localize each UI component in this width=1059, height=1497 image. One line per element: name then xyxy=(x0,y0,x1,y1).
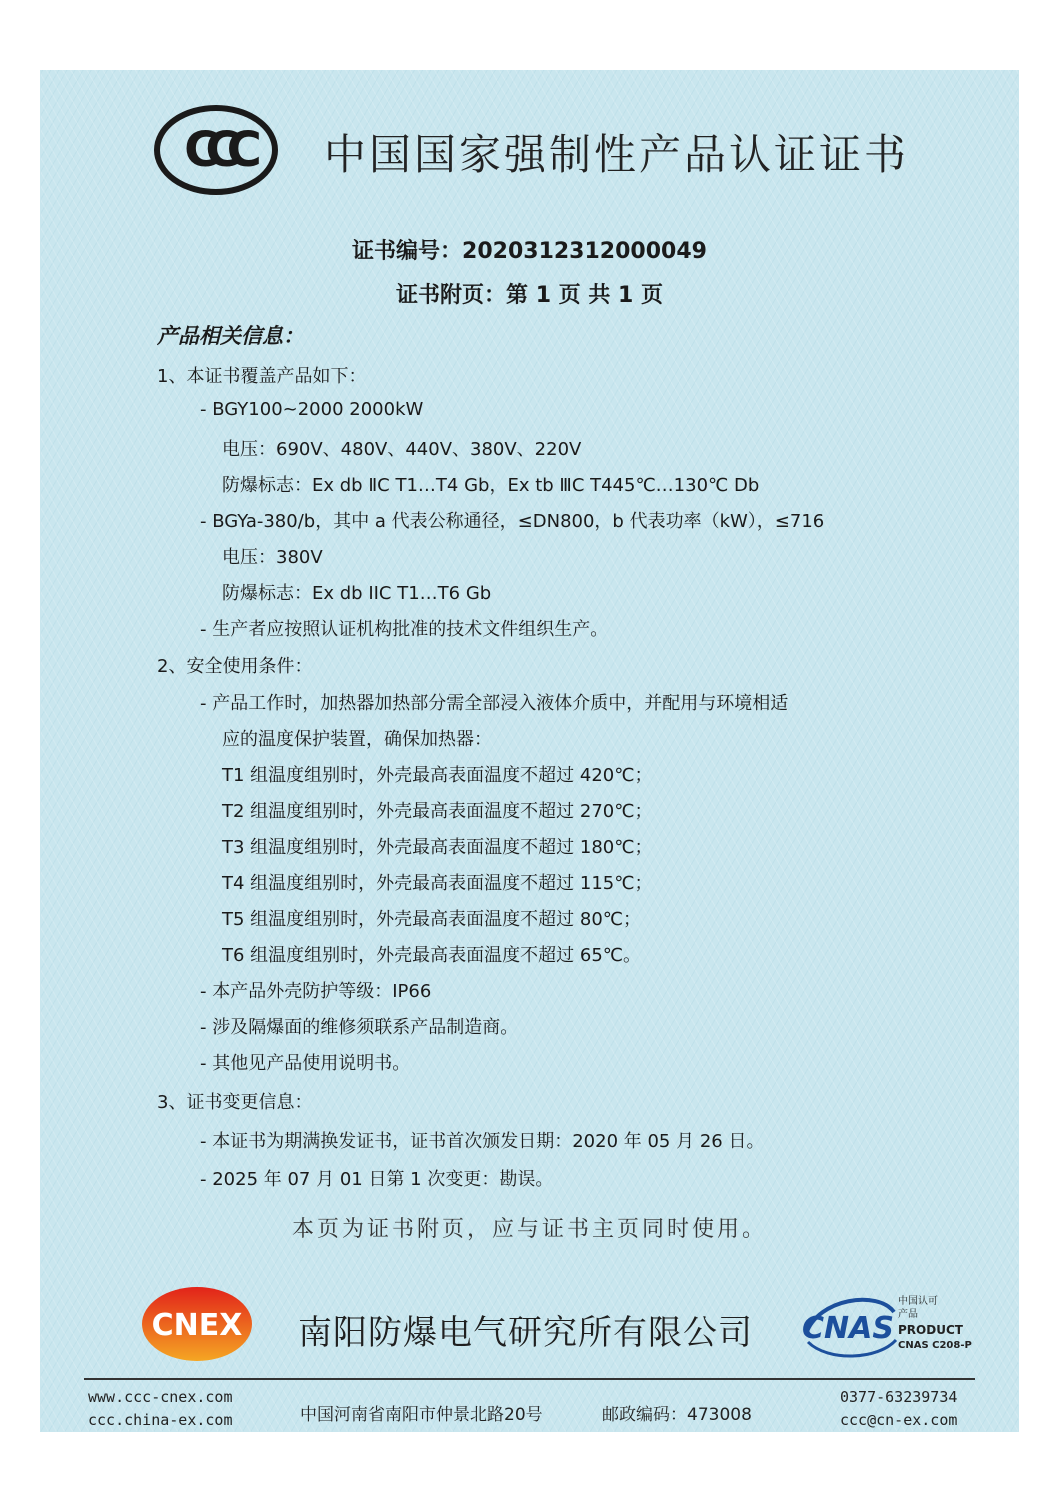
certificate-sheet xyxy=(40,70,1019,1432)
cnas-code-label: CNAS C208-P xyxy=(898,1340,972,1351)
footer-website-1: www.ccc-cnex.com xyxy=(88,1388,233,1406)
footer-address: 中国河南省南阳市仲景北路20号 xyxy=(300,1405,543,1425)
text-line: - 产品工作时，加热器加热部分需全部浸入液体介质中，并配用与环境相适 xyxy=(200,693,789,714)
footer-divider xyxy=(84,1378,975,1380)
text-line: T4 组温度组别时，外壳最高表面温度不超过 115℃； xyxy=(222,873,653,894)
text-line: 电压：690V、480V、440V、380V、220V xyxy=(222,439,582,460)
section-heading: 产品相关信息： xyxy=(157,324,304,348)
text-line: - BGY100~2000 2000kW xyxy=(200,399,424,420)
cnex-logo-text: CNEX xyxy=(151,1308,243,1343)
text-line: 电压：380V xyxy=(222,547,323,568)
text-line: T2 组温度组别时，外壳最高表面温度不超过 270℃； xyxy=(222,801,653,822)
cnas-product-label: PRODUCT xyxy=(898,1323,963,1337)
ccc-logo-icon xyxy=(153,104,279,196)
cnas-cn-label-2: 产品 xyxy=(898,1309,918,1320)
certificate-page-info: 证书附页：第 1 页 共 1 页 xyxy=(396,283,663,308)
cnas-cn-label-1: 中国认可 xyxy=(898,1296,938,1307)
footer-postcode: 邮政编码：473008 xyxy=(602,1405,752,1425)
certificate-number: 证书编号：2020312312000049 xyxy=(352,239,707,264)
text-line: 2、安全使用条件： xyxy=(157,656,313,677)
text-line: - 2025 年 07 月 01 日第 1 次变更：勘误。 xyxy=(200,1169,554,1190)
text-line: - 本产品外壳防护等级：IP66 xyxy=(200,981,432,1002)
footer-email: ccc@cn-ex.com xyxy=(840,1411,958,1429)
company-name: 南阳防爆电气研究所有限公司 xyxy=(298,1313,753,1353)
attachment-note: 本页为证书附页，应与证书主页同时使用。 xyxy=(291,1217,767,1242)
text-line: 防爆标志：Ex db ⅡC T1…T4 Gb，Ex tb ⅢC T445℃…130℃ Db xyxy=(222,475,760,496)
text-line: 应的温度保护装置，确保加热器： xyxy=(222,729,492,750)
text-line: T6 组温度组别时，外壳最高表面温度不超过 65℃。 xyxy=(222,945,642,966)
text-line: - BGYa-380/b，其中 a 代表公称通径，≤DN800，b 代表功率（kW），≤716 xyxy=(200,511,825,532)
cnas-logo-icon xyxy=(798,1290,988,1362)
page-title: 中国国家强制性产品认证证书 xyxy=(324,130,910,179)
text-line: - 本证书为期满换发证书，证书首次颁发日期：2020 年 05 月 26 日。 xyxy=(200,1131,765,1152)
text-line: T3 组温度组别时，外壳最高表面温度不超过 180℃； xyxy=(222,837,653,858)
text-line: - 涉及隔爆面的维修须联系产品制造商。 xyxy=(200,1017,519,1038)
cnas-logo-text: CNAS xyxy=(802,1311,894,1346)
footer-phone: 0377-63239734 xyxy=(840,1388,958,1406)
text-line: T1 组温度组别时，外壳最高表面温度不超过 420℃； xyxy=(222,765,653,786)
text-line: 防爆标志：Ex db IIC T1…T6 Gb xyxy=(222,583,492,604)
cnex-logo-icon xyxy=(140,1285,254,1363)
text-line: T5 组温度组别时，外壳最高表面温度不超过 80℃； xyxy=(222,909,642,930)
ccc-logo-text: CCC xyxy=(184,122,248,178)
footer-website-2: ccc.china-ex.com xyxy=(88,1411,233,1429)
text-line: 1、本证书覆盖产品如下： xyxy=(157,366,367,387)
text-line: - 其他见产品使用说明书。 xyxy=(200,1053,411,1074)
text-line: - 生产者应按照认证机构批准的技术文件组织生产。 xyxy=(200,619,609,640)
text-line: 3、证书变更信息： xyxy=(157,1092,313,1113)
